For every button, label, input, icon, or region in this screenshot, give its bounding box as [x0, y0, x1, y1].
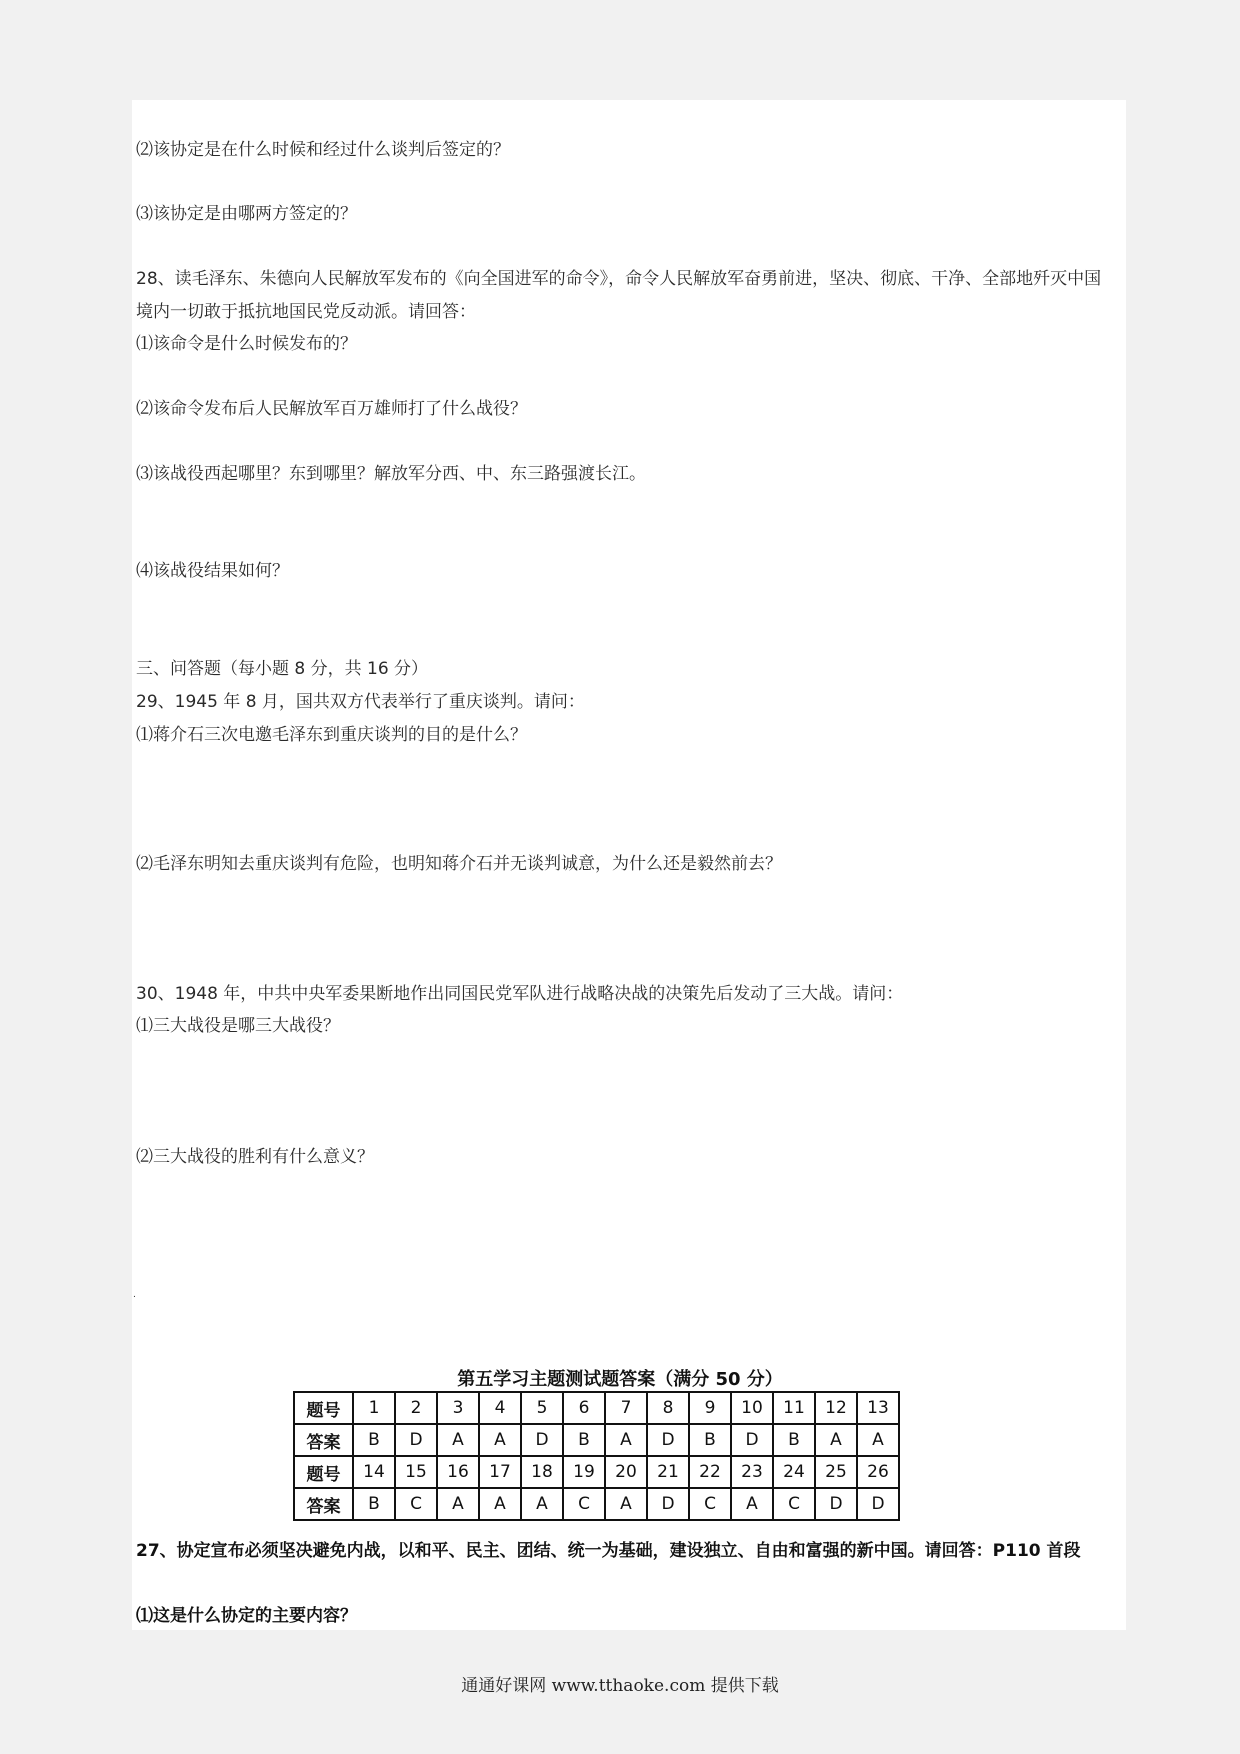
answer-cell: A — [437, 1488, 479, 1520]
number-label: 题号 — [294, 1456, 353, 1488]
question-number: 20 — [605, 1456, 647, 1488]
question-29-part-1: ⑴蒋介石三次电邀毛泽东到重庆谈判的目的是什么？ — [136, 725, 527, 745]
question-28-part-3: ⑶该战役西起哪里？东到哪里？解放军分西、中、东三路强渡长江。 — [136, 464, 646, 484]
question-number: 13 — [857, 1392, 899, 1424]
answer-cell: A — [605, 1488, 647, 1520]
question-number: 8 — [647, 1392, 689, 1424]
question-29-part-2: ⑵毛泽东明知去重庆谈判有危险，也明知蒋介石并无谈判诚意，为什么还是毅然前去？ — [136, 854, 782, 874]
question-number: 21 — [647, 1456, 689, 1488]
answer-cell: B — [773, 1424, 815, 1456]
question-number: 3 — [437, 1392, 479, 1424]
question-number: 23 — [731, 1456, 773, 1488]
question-number: 7 — [605, 1392, 647, 1424]
question-number: 22 — [689, 1456, 731, 1488]
answer-cell: D — [731, 1424, 773, 1456]
question-30-stem: 30、1948 年，中共中央军委果断地作出同国民党军队进行战略决战的决策先后发动了三大战。请问： — [136, 984, 904, 1004]
answer-27-part-1: ⑴这是什么协定的主要内容？ — [136, 1606, 357, 1626]
question-29-stem: 29、1945 年 8 月，国共双方代表举行了重庆谈判。请问： — [136, 692, 585, 712]
answer-cell: D — [857, 1488, 899, 1520]
question-number: 10 — [731, 1392, 773, 1424]
number-label: 题号 — [294, 1392, 353, 1424]
question-number: 18 — [521, 1456, 563, 1488]
answer-cell: C — [563, 1488, 605, 1520]
answer-table-row-numbers-2 — [294, 1456, 899, 1488]
answer-cell: C — [395, 1488, 437, 1520]
answer-cell: D — [815, 1488, 857, 1520]
stray-mark: . — [133, 1290, 136, 1300]
question-number: 19 — [563, 1456, 605, 1488]
answer-cell: D — [395, 1424, 437, 1456]
answer-cell: A — [815, 1424, 857, 1456]
answer-cell: A — [521, 1488, 563, 1520]
answer-cell: B — [353, 1488, 395, 1520]
question-28-stem: 28、读毛泽东、朱德向人民解放军发布的《向全国进军的命令》，命令人民解放军奋勇前进，坚决、彻底、干净、全部地歼灭中国境内一切敢于抵抗地国民党反动派。请回答： — [136, 269, 1102, 322]
answer-cell: C — [689, 1488, 731, 1520]
question-number: 25 — [815, 1456, 857, 1488]
question-number: 5 — [521, 1392, 563, 1424]
question-number: 16 — [437, 1456, 479, 1488]
answer-cell: A — [479, 1424, 521, 1456]
page-footer: 通通好课网 www.tthaoke.com 提供下载 — [461, 1676, 779, 1696]
answer-label: 答案 — [294, 1424, 353, 1456]
question-28-part-1: ⑴该命令是什么时候发布的？ — [136, 334, 357, 354]
answer-cell: B — [353, 1424, 395, 1456]
question-number: 24 — [773, 1456, 815, 1488]
question-number: 17 — [479, 1456, 521, 1488]
answer-key-title: 第五学习主题测试题答案（满分 50 分） — [457, 1369, 783, 1390]
question-number: 4 — [479, 1392, 521, 1424]
answer-label: 答案 — [294, 1488, 353, 1520]
question-number: 15 — [395, 1456, 437, 1488]
question-27-part-3: ⑶该协定是由哪两方签定的？ — [136, 204, 357, 224]
question-number: 11 — [773, 1392, 815, 1424]
question-28-part-2: ⑵该命令发布后人民解放军百万雄师打了什么战役？ — [136, 399, 527, 419]
answer-cell: B — [689, 1424, 731, 1456]
answer-key-table — [293, 1391, 900, 1521]
question-number: 9 — [689, 1392, 731, 1424]
answer-table-row-numbers-1 — [294, 1392, 899, 1424]
answer-table-row-answers-1 — [294, 1424, 899, 1456]
answer-27-stem: 27、协定宣布必须坚决避免内战，以和平、民主、团结、统一为基础，建设独立、自由和富强的新中国。请回答：P110 首段 — [136, 1541, 1081, 1561]
answer-cell: A — [857, 1424, 899, 1456]
question-30-part-2: ⑵三大战役的胜利有什么意义？ — [136, 1147, 374, 1167]
answer-cell: D — [647, 1424, 689, 1456]
answer-cell: C — [773, 1488, 815, 1520]
answer-cell: B — [563, 1424, 605, 1456]
question-number: 6 — [563, 1392, 605, 1424]
question-number: 2 — [395, 1392, 437, 1424]
question-27-part-2: ⑵该协定是在什么时候和经过什么谈判后签定的？ — [136, 140, 510, 160]
question-number: 1 — [353, 1392, 395, 1424]
question-number: 26 — [857, 1456, 899, 1488]
question-28-part-4: ⑷该战役结果如何？ — [136, 561, 289, 581]
answer-cell: D — [647, 1488, 689, 1520]
answer-cell: D — [521, 1424, 563, 1456]
answer-cell: A — [479, 1488, 521, 1520]
answer-cell: A — [605, 1424, 647, 1456]
answer-table-row-answers-2 — [294, 1488, 899, 1520]
section-3-heading: 三、问答题（每小题 8 分，共 16 分） — [136, 659, 429, 679]
question-number: 12 — [815, 1392, 857, 1424]
answer-cell: A — [731, 1488, 773, 1520]
question-30-part-1: ⑴三大战役是哪三大战役？ — [136, 1016, 340, 1036]
question-number: 14 — [353, 1456, 395, 1488]
answer-cell: A — [437, 1424, 479, 1456]
